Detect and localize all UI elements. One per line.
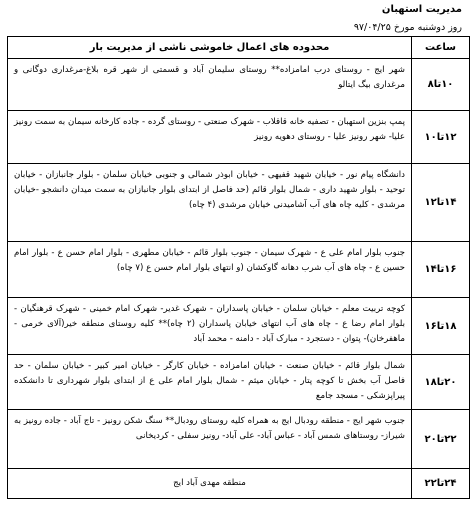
table-row: [8, 242, 470, 298]
area-cell: شمال بلوار قائم - خیابان صنعت - خیابان امامزاده - خیابان کارگر - خیابان امیر کبیر - خیابان سلمان - حد فاصل آب بخش تا کوچه پتار - خیابان میثم - شمال بلوار امام علی ع از ابتدای بلوار شهرداری تا دانشکده پیراپزشکی - مسجد جامع: [8, 355, 412, 410]
area-cell: دانشگاه پیام نور - خیابان شهید قفیهی - خیابان ابوذر شمالی و جنوبی خیابان سلمان - بلوار جانبازان - خیابان توحید - بلوار شهید داری - شمال بلوار قائم (حد فاصل از ابتدای بلوار جانبازان به سمت میدان دانشجو -خیابان مرشدی - کلیه چاه های آب آشامیدنی خیابان مرشدی (۴ چاه): [8, 164, 412, 242]
blackout-schedule-table: [7, 36, 470, 499]
table-row: [8, 410, 470, 469]
table-row: [8, 469, 470, 499]
time-cell: ۱۲تا۱۰: [412, 111, 470, 164]
page-title: مدیریت استهبان: [381, 4, 462, 15]
time-cell: ۱۴تا۱۲: [412, 164, 470, 242]
time-cell: ۲۲تا۲۰: [412, 410, 470, 469]
table-row: [8, 59, 470, 111]
time-cell: ۱۶تا۱۴: [412, 242, 470, 298]
area-column-header: محدوده های اعمال خاموشی ناشی از مدیریت بار: [8, 37, 412, 59]
time-cell: ۱۸تا۱۶: [412, 298, 470, 355]
table-row: [8, 298, 470, 355]
time-column-header: ساعت: [412, 37, 470, 59]
area-cell: منطقه مهدی آباد ایج: [8, 469, 412, 499]
table-row: [8, 355, 470, 410]
table-row: [8, 164, 470, 242]
time-cell: ۲۴تا۲۲: [412, 469, 470, 499]
area-cell: پمپ بنزین استهبان - تصفیه خانه قاقلاب - شهرک صنعتی - روستای گرده - جاده کارخانه سیمان به سمت رونیز علیا- شهر رونیز علیا - روستای دهویه رونیز: [8, 111, 412, 164]
time-cell: ۱۰تا۸: [412, 59, 470, 111]
table-row: [8, 111, 470, 164]
time-cell: ۲۰تا۱۸: [412, 355, 470, 410]
area-cell: شهر ایج - روستای درب امامزاده** روستای سلیمان آباد و قسمتی از شهر قره بلاغ-مرغداری دوگانی و مرغداری بیگ ایتالو: [8, 59, 412, 111]
area-cell: کوچه تربیت معلم - خیابان سلمان - خیابان پاسداران - شهرک غدیر- شهرک امام خمینی - شهرک قرهنگیان - بلوار امام رضا ع - چاه های آب انتهای خیابان پاسداران (۲ چاه)** کلیه روستای منطقه خیر(آلای خرمی - ماهفرخان)- پتوان - دستجرد - مبارک آباد - دامنه - محمد آباد: [8, 298, 412, 355]
table-header-row: [8, 37, 470, 59]
area-cell: جنوب شهر ایج - منطقه رودبال ایج به همراه کلیه روستای رودبال** سنگ شکن رونیز - تاج آباد - جاده رونیز به شیراز- روستاهای شمس آباد - عباس آباد- علی آباد- رونیز سفلی - کردیخانی: [8, 410, 412, 469]
date-line: روز دوشنبه مورخ ۹۷/۰۴/۲۵: [353, 22, 462, 33]
area-cell: جنوب بلوار امام علی ع - شهرک سیمان - جنوب بلوار قائم - خیابان مطهری - بلوار امام حسن ع - بلوار امام حسین ع - چاه های آب شرب دهانه گاوکشان (و انتهای بلوار امام حسن ع (۷ چاه): [8, 242, 412, 298]
